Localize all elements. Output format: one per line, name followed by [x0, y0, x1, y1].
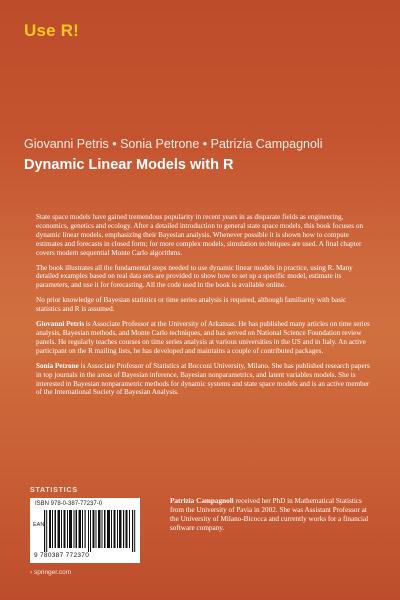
blurb — [36, 213, 372, 403]
category-label: STATISTICS — [30, 487, 78, 494]
series-name: Use R! — [24, 21, 80, 40]
author-names: Giovanni Petris • Sonia Petrone • Patrizia Campagnoli — [24, 137, 323, 151]
author-bio — [170, 497, 375, 533]
ean-label: EAN — [33, 522, 45, 528]
isbn: ISBN 978-0-387-77237-0 — [35, 501, 103, 507]
author-bio — [36, 362, 372, 398]
bio-text: received her PhD in Mathematical Statistics from the University of Pavia in 2002. She was Assistant Professor at the University of Milano-Bicocca and currently works for a financial software company. — [170, 497, 369, 532]
bio-name: Sonia Petrone — [36, 361, 79, 370]
bio-text: is Associate Professor of Statistics at Bocconi University, Milano. She has published research papers in top journals in the areas of Bayesian inference, Bayesian nonparametrics, and latent variables models. She is interested in Bayesian nonparametric methods for dynamic systems and state space models and is an active member of the International Society of Bayesian Analysis. — [36, 361, 370, 397]
bio-name: Giovanni Petris — [36, 320, 85, 329]
bio-name: Patrizia Campagnoli — [170, 497, 234, 505]
author-bio — [36, 320, 372, 356]
blurb-paragraph: No prior knowledge of Bayesian statistics or time series analysis is required, although familiarity with basic statistics and R is assumed. — [36, 296, 347, 314]
book-title: Dynamic Linear Models with R — [24, 157, 234, 173]
blurb-paragraph: The book illustrates all the fundamental steps needed to use dynamic linear models in practice, using R. Many detailed examples based on real data sets are provided to show how to set up a specific model, estimate its parameters, and use it for forecasting. All the code used in the book is available online. — [36, 263, 353, 290]
barcode — [30, 498, 140, 563]
publisher-url[interactable]: › springer.com — [30, 569, 72, 576]
blurb-paragraph: State space models have gained tremendous popularity in recent years in as disparate fields as engineering, economics, genetics and ecology. After a detailed introduction to general state space models, this book focuses on dynamic linear models, emphasizing their Bayesian analysis. Whenever possible it is shown how to compute estimates and forecasts in closed form; for more complex models, simulation techniques are used. A final chapter covers modern sequential Monte Carlo algorithms. — [36, 213, 364, 257]
barcode-bars — [44, 510, 136, 552]
barcode-digits: 9 780387 772370 — [34, 552, 90, 559]
bio-text: is Associate Professor at the University of Arkansas. He has published many articles on time series analysis, Bayesian methods, and Monte Carlo techniques, and has served on National Science Foundation review panels. He regularly teaches courses on time series analysis at various universities in the US and in Italy. An active participant on the R mailing lists, he has developed and maintains a couple of contributed packages. — [36, 320, 370, 355]
